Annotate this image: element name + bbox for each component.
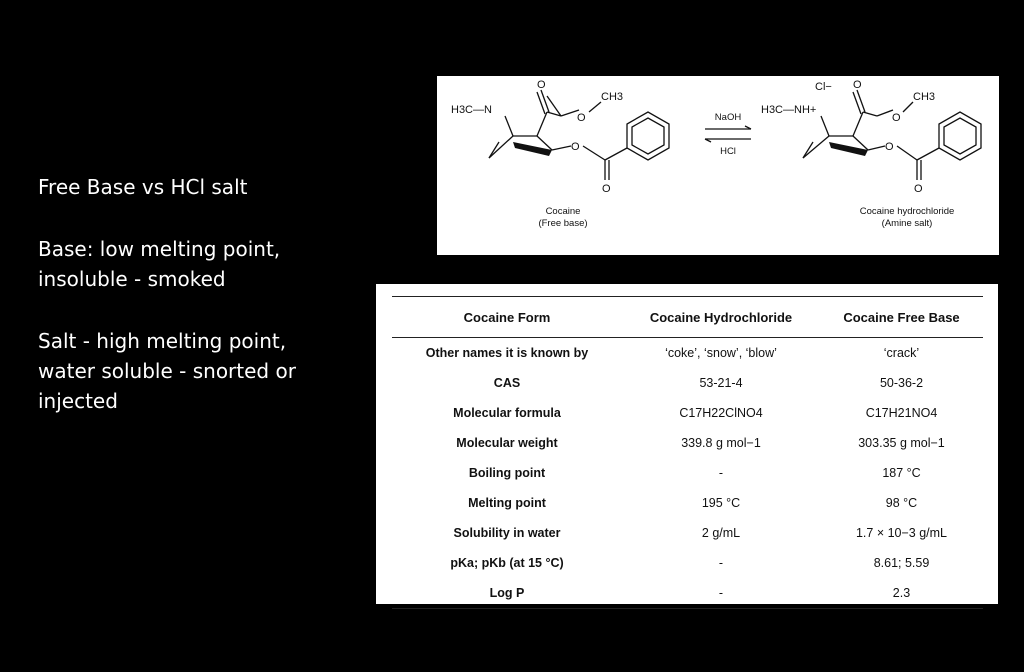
row-label: Boiling point bbox=[468, 466, 546, 480]
benzoate-o-label-1: O bbox=[571, 141, 580, 153]
right-caption-2: (Amine salt) bbox=[881, 218, 933, 229]
right-caption-1: Cocaine hydrochloride bbox=[859, 206, 955, 217]
cell-free-base: 50-36-2 bbox=[879, 376, 924, 390]
table-row bbox=[392, 578, 983, 609]
cell-hydrochloride: - bbox=[718, 466, 724, 480]
cell-hydrochloride: ‘coke’, ‘snow’, ‘blow’ bbox=[665, 346, 777, 360]
left-caption-1: Cocaine bbox=[545, 206, 581, 217]
cell-hydrochloride: 53-21-4 bbox=[699, 376, 743, 390]
h3c-nh-label: H3C—NH+ bbox=[761, 104, 817, 116]
row-label: Log P bbox=[489, 586, 525, 600]
header-form: Cocaine Form bbox=[463, 309, 551, 325]
cell-hydrochloride: C17H22ClNO4 bbox=[679, 406, 763, 420]
table-row bbox=[392, 548, 983, 578]
cell-free-base: 98 °C bbox=[885, 496, 918, 510]
reaction-scheme bbox=[437, 76, 999, 255]
row-label: Other names it is known by bbox=[425, 346, 589, 360]
table-row bbox=[392, 368, 983, 398]
row-label: pKa; pKb (at 15 °C) bbox=[450, 556, 564, 570]
properties-table-panel bbox=[376, 284, 998, 604]
slide-title: Free Base vs HCl salt bbox=[38, 175, 248, 199]
slide-text bbox=[38, 172, 358, 416]
benzoate-carbonyl-o-2: O bbox=[914, 183, 923, 195]
row-label: Molecular formula bbox=[453, 406, 561, 420]
ester-o-label-2: O bbox=[892, 112, 901, 124]
base-line-1: Base: low melting point, bbox=[38, 237, 281, 261]
cell-free-base: ‘crack’ bbox=[883, 346, 920, 360]
salt-line-2: water soluble - snorted or bbox=[38, 359, 296, 383]
ch3-label-1: CH3 bbox=[601, 91, 624, 103]
header-hydrochloride: Cocaine Hydrochloride bbox=[649, 309, 793, 325]
header-free-base: Cocaine Free Base bbox=[843, 309, 960, 325]
salt-line-3: injected bbox=[38, 389, 118, 413]
reagent-naoh: NaOH bbox=[714, 112, 742, 123]
row-label: Molecular weight bbox=[456, 436, 558, 450]
equilibrium-arrows bbox=[705, 112, 751, 157]
reaction-scheme-drawing bbox=[437, 76, 999, 255]
ester-o-label-1: O bbox=[577, 112, 586, 124]
benzoate-o-label-2: O bbox=[885, 141, 894, 153]
row-label: CAS bbox=[493, 376, 521, 390]
cocaine-structure bbox=[451, 79, 669, 229]
table-row bbox=[392, 338, 983, 369]
cell-free-base: 2.3 bbox=[892, 586, 911, 600]
table-header-row bbox=[392, 297, 983, 338]
benzoate-carbonyl-o-1: O bbox=[602, 183, 611, 195]
row-label: Melting point bbox=[468, 496, 546, 510]
cell-hydrochloride: 195 °C bbox=[701, 496, 741, 510]
salt-line-1: Salt - high melting point, bbox=[38, 329, 287, 353]
base-line-2: insoluble - smoked bbox=[38, 267, 226, 291]
table-row bbox=[392, 488, 983, 518]
carbonyl-o-label-1: O bbox=[537, 79, 546, 91]
table-row bbox=[392, 428, 983, 458]
cell-free-base: C17H21NO4 bbox=[865, 406, 938, 420]
reagent-hcl: HCl bbox=[720, 146, 736, 157]
chloride-label: Cl− bbox=[815, 81, 832, 93]
cell-free-base: 187 °C bbox=[882, 466, 921, 480]
table-row bbox=[392, 398, 983, 428]
row-label: Solubility in water bbox=[453, 526, 561, 540]
cell-hydrochloride: 2 g/mL bbox=[701, 526, 741, 540]
cell-hydrochloride: - bbox=[718, 556, 724, 570]
properties-table bbox=[392, 296, 983, 609]
cell-hydrochloride: 339.8 g mol−1 bbox=[681, 436, 761, 450]
cell-free-base: 1.7 × 10−3 g/mL bbox=[855, 526, 948, 540]
h3c-n-label: H3C—N bbox=[451, 104, 492, 116]
table-row bbox=[392, 518, 983, 548]
left-caption-2: (Free base) bbox=[538, 218, 588, 229]
cell-hydrochloride: - bbox=[718, 586, 724, 600]
ch3-label-2: CH3 bbox=[913, 91, 936, 103]
table-row bbox=[392, 458, 983, 488]
carbonyl-o-label-2: O bbox=[853, 79, 862, 91]
cocaine-hydrochloride-structure bbox=[761, 79, 981, 229]
cell-free-base: 303.35 g mol−1 bbox=[858, 436, 945, 450]
cell-free-base: 8.61; 5.59 bbox=[873, 556, 930, 570]
